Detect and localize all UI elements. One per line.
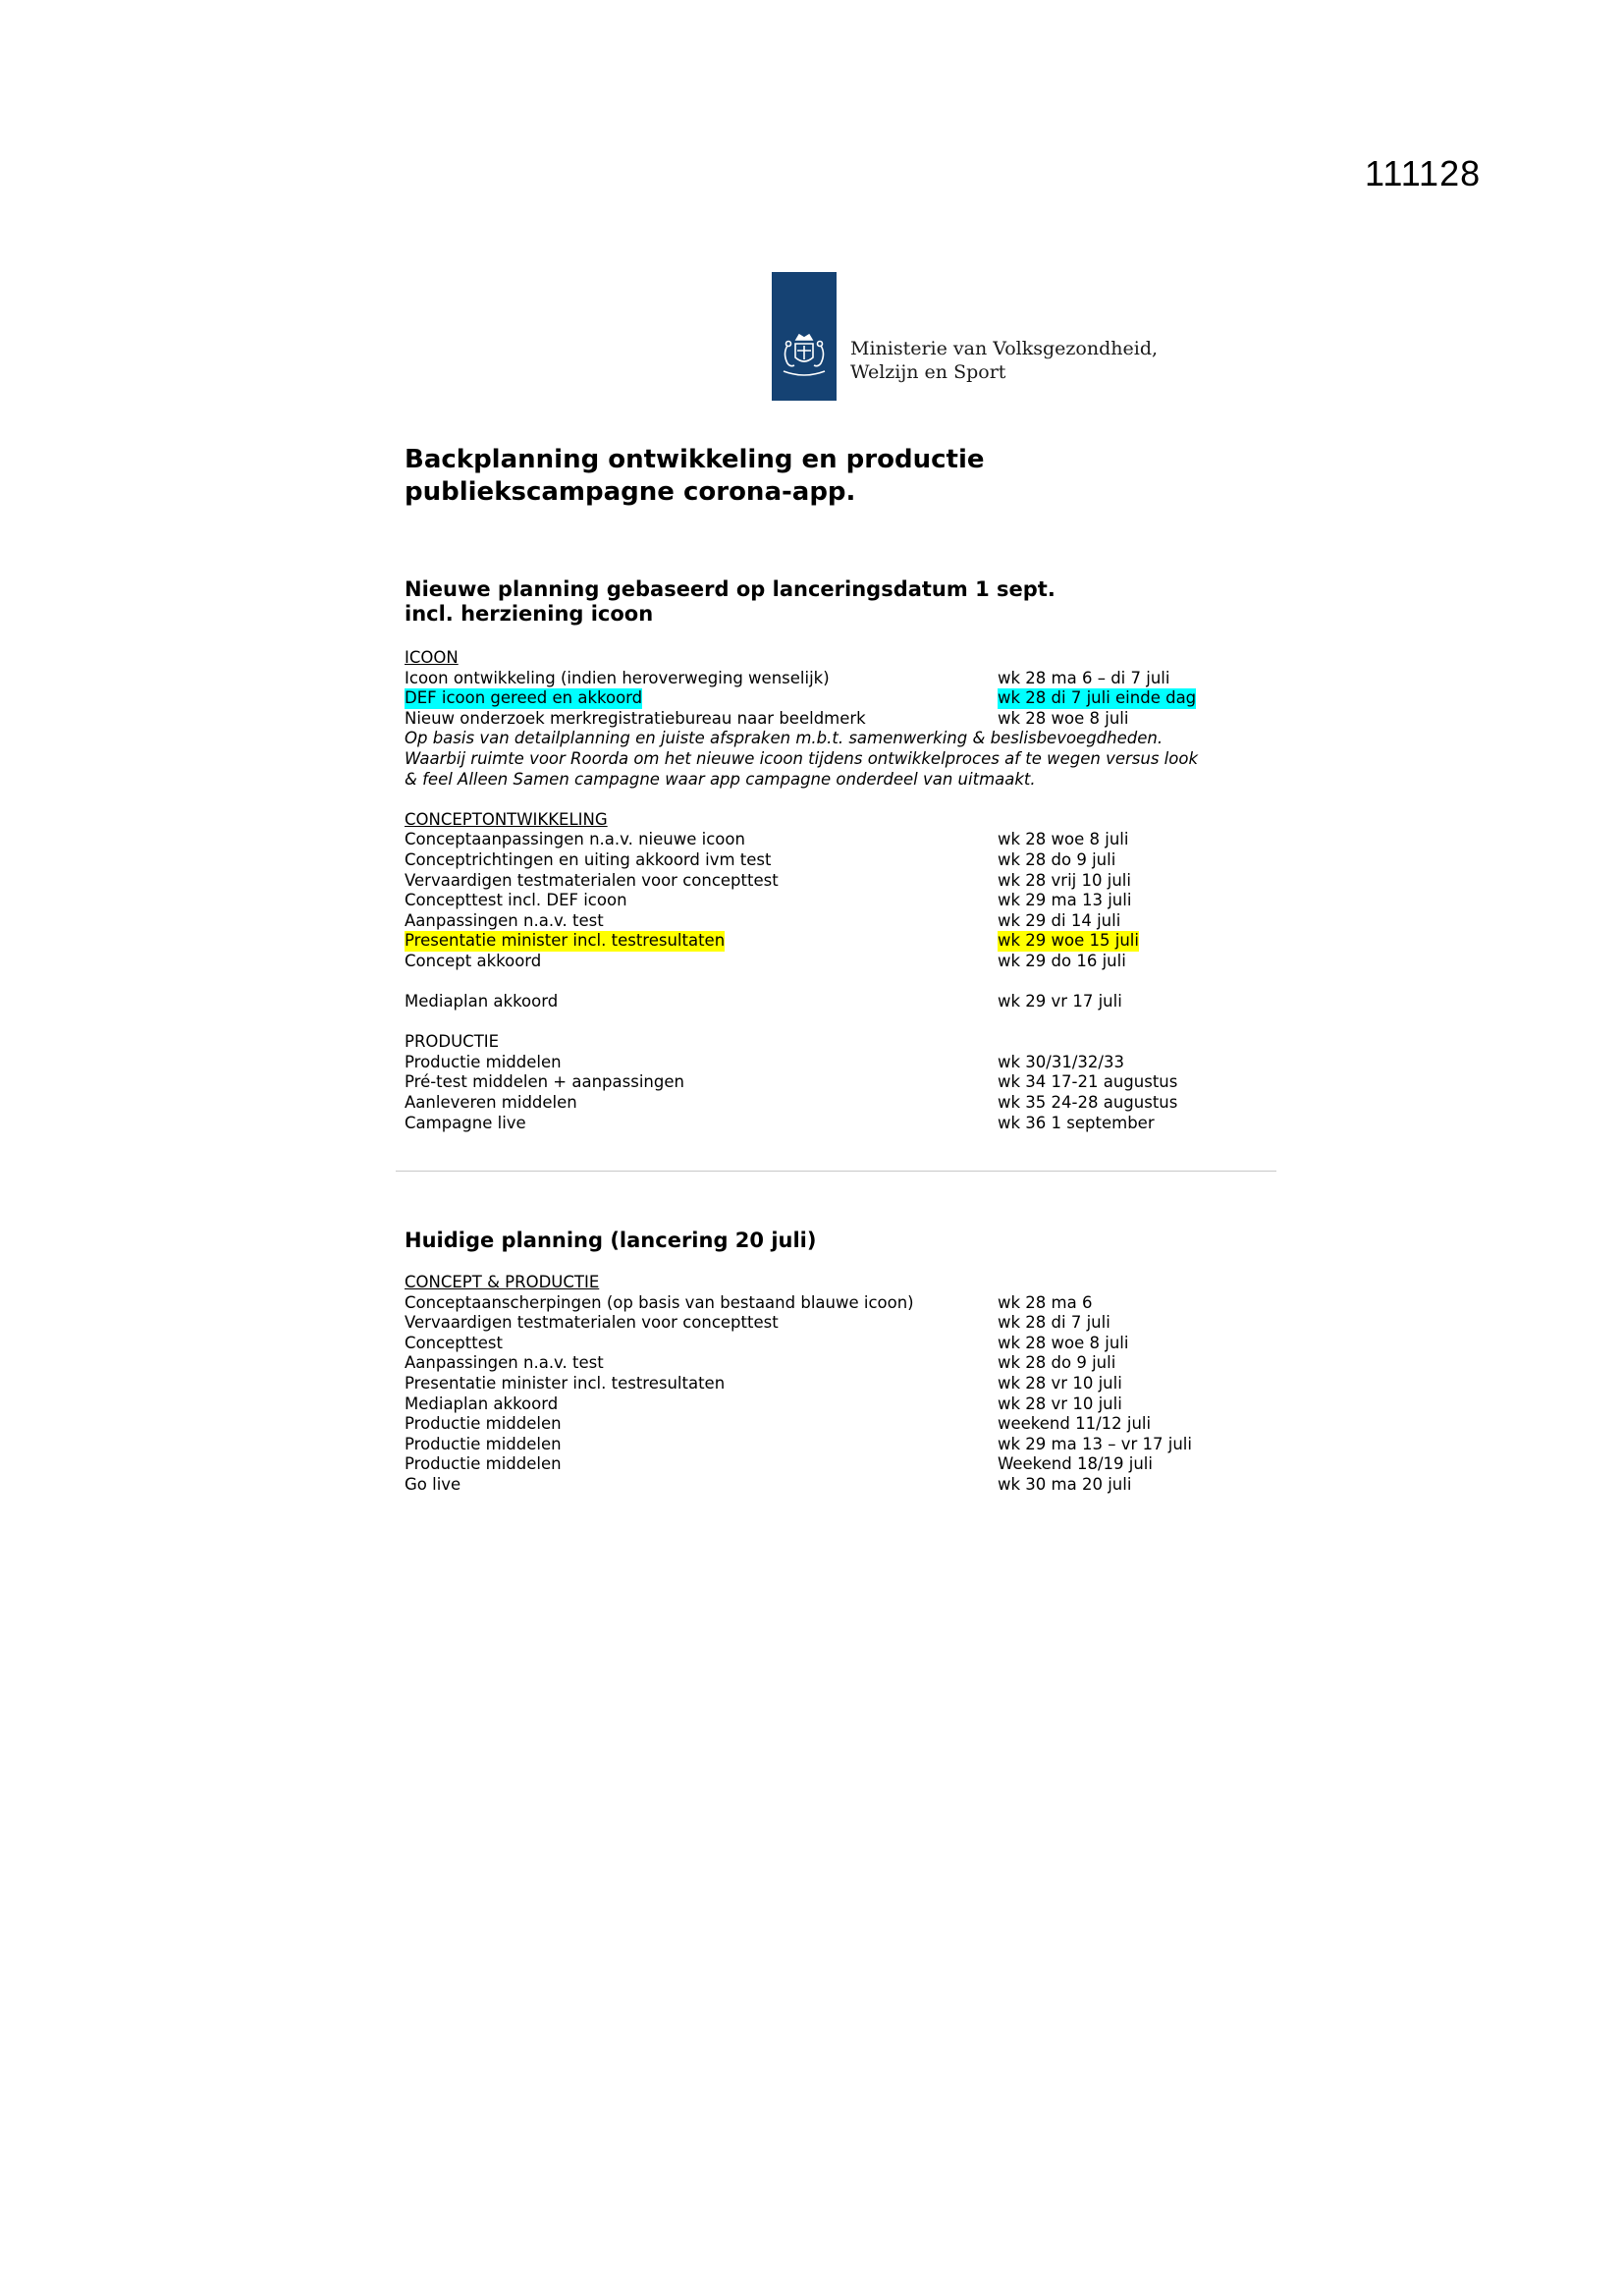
row-label: Conceptrichtingen en uiting akkoord ivm test xyxy=(405,849,772,869)
mediaplan-label: Mediaplan akkoord xyxy=(405,992,559,1011)
concept-header: CONCEPTONTWIKKELING xyxy=(405,809,608,829)
document-number: 111128 xyxy=(1365,153,1482,193)
table-row xyxy=(405,891,1198,911)
row-date: wk 28 do 9 juli xyxy=(998,1353,1116,1373)
table-row xyxy=(405,688,1198,709)
row-date: wk 28 di 7 juli xyxy=(998,1313,1110,1333)
section-header-row xyxy=(405,1032,1198,1053)
current-planning-heading: Huidige planning (lancering 20 juli) xyxy=(405,1229,817,1252)
table-row xyxy=(405,1114,1198,1134)
row-label: Presentatie minister incl. testresultaten xyxy=(405,1373,726,1393)
row-date: wk 29 ma 13 juli xyxy=(998,891,1132,910)
ministry-name xyxy=(850,337,1158,384)
row-label: Aanpassingen n.a.v. test xyxy=(405,1353,604,1373)
row-date: wk 28 do 9 juli xyxy=(998,849,1116,869)
title-line-2: publiekscampagne corona-app. xyxy=(405,477,856,507)
icoon-note-line: & feel Alleen Samen campagne waar app campagne onderdeel van uitmaakt. xyxy=(405,769,1036,789)
table-row xyxy=(405,871,1198,892)
title-line-1: Backplanning ontwikkeling en productie xyxy=(405,445,985,474)
ministry-line-2: Welzijn en Sport xyxy=(850,361,1006,383)
row-label: Concepttest incl. DEF icoon xyxy=(405,891,627,910)
row-date: wk 29 di 14 juli xyxy=(998,910,1121,930)
row-label: Campagne live xyxy=(405,1113,526,1132)
row-date: wk 28 woe 8 juli xyxy=(998,830,1129,849)
row-label: Pré-test middelen + aanpassingen xyxy=(405,1072,684,1092)
row-label: Productie middelen xyxy=(405,1414,562,1434)
row-label: Concept akkoord xyxy=(405,951,542,970)
row-label: Productie middelen xyxy=(405,1434,562,1453)
row-label: Aanpassingen n.a.v. test xyxy=(405,910,604,930)
new-planning-heading-line-1: Nieuwe planning gebaseerd op lanceringsdatum 1 sept. xyxy=(405,577,1056,601)
row-date: wk 28 woe 8 juli xyxy=(998,708,1129,728)
icoon-header: ICOON xyxy=(405,648,459,667)
new-planning-block xyxy=(405,648,1198,1133)
row-label: Concepttest xyxy=(405,1333,503,1352)
row-date: wk 29 ma 13 – vr 17 juli xyxy=(998,1434,1192,1453)
row-label: Vervaardigen testmaterialen voor concepttest xyxy=(405,1313,779,1333)
row-label: Productie middelen xyxy=(405,1052,562,1071)
table-row xyxy=(405,931,1198,952)
icoon-note-line: Op basis van detailplanning en juiste afspraken m.b.t. samenwerking & beslisbevoegdheden. xyxy=(405,729,1164,748)
table-row xyxy=(405,1053,1198,1073)
page-title xyxy=(405,444,984,509)
row-label-highlighted: DEF icoon gereed en akkoord xyxy=(405,688,643,708)
row-label: Conceptaanpassingen n.a.v. nieuwe icoon xyxy=(405,830,745,849)
row-date-highlighted: wk 28 di 7 juli einde dag xyxy=(998,688,1197,708)
row-label: Conceptaanscherpingen (op basis van bestaand blauwe icoon) xyxy=(405,1292,914,1312)
section-divider xyxy=(396,1171,1276,1172)
table-row xyxy=(405,952,1198,972)
new-planning-heading xyxy=(405,577,1056,627)
icoon-note-line: Waarbij ruimte voor Roorda om het nieuwe icoon tijdens ontwikkelproces af te wegen versus look xyxy=(405,748,1199,768)
section-header-row xyxy=(405,810,1198,831)
table-row xyxy=(405,1072,1198,1093)
row-date: weekend 11/12 juli xyxy=(998,1414,1152,1434)
row-date: wk 28 vrij 10 juli xyxy=(998,870,1131,890)
row-date: wk 36 1 september xyxy=(998,1113,1155,1132)
row-date: wk 29 do 16 juli xyxy=(998,951,1126,970)
table-row xyxy=(405,850,1198,871)
section-header-row xyxy=(405,648,1198,669)
mediaplan-date: wk 29 vr 17 juli xyxy=(998,992,1122,1011)
row-date: wk 34 17-21 augustus xyxy=(998,1072,1178,1092)
new-planning-heading-line-2: incl. herziening icoon xyxy=(405,602,654,626)
row-date: wk 28 vr 10 juli xyxy=(998,1373,1122,1393)
royal-crest-icon xyxy=(778,332,831,381)
row-date: wk 28 ma 6 xyxy=(998,1292,1093,1312)
row-date: wk 30/31/32/33 xyxy=(998,1052,1124,1071)
row-date: wk 28 woe 8 juli xyxy=(998,1333,1129,1352)
table-row xyxy=(405,992,1198,1012)
row-date: wk 30 ma 20 juli xyxy=(998,1474,1132,1494)
table-row xyxy=(405,830,1198,850)
row-label: Aanleveren middelen xyxy=(405,1093,577,1113)
row-label: Nieuw onderzoek merkregistratiebureau naar beeldmerk xyxy=(405,708,866,728)
row-date: Weekend 18/19 juli xyxy=(998,1454,1153,1474)
table-row xyxy=(405,1093,1198,1114)
row-label: Icoon ontwikkeling (indien heroverweging wenselijk) xyxy=(405,668,830,687)
row-date-highlighted: wk 29 woe 15 juli xyxy=(998,931,1139,951)
ministry-line-1: Ministerie van Volksgezondheid, xyxy=(850,338,1159,359)
productie-header: PRODUCTIE xyxy=(405,1032,500,1052)
row-date: wk 35 24-28 augustus xyxy=(998,1093,1178,1113)
table-row xyxy=(405,669,1198,689)
row-label: Productie middelen xyxy=(405,1454,562,1474)
row-label-highlighted: Presentatie minister incl. testresultaten xyxy=(405,931,726,951)
concept-productie-header: CONCEPT & PRODUCTIE xyxy=(405,1273,600,1291)
row-label: Mediaplan akkoord xyxy=(405,1394,559,1413)
table-row xyxy=(405,709,1198,730)
row-label: Vervaardigen testmaterialen voor concepttest xyxy=(405,870,779,890)
row-date: wk 28 vr 10 juli xyxy=(998,1394,1122,1413)
row-date: wk 28 ma 6 – di 7 juli xyxy=(998,668,1170,687)
table-row xyxy=(405,911,1198,932)
row-label: Go live xyxy=(405,1474,461,1494)
